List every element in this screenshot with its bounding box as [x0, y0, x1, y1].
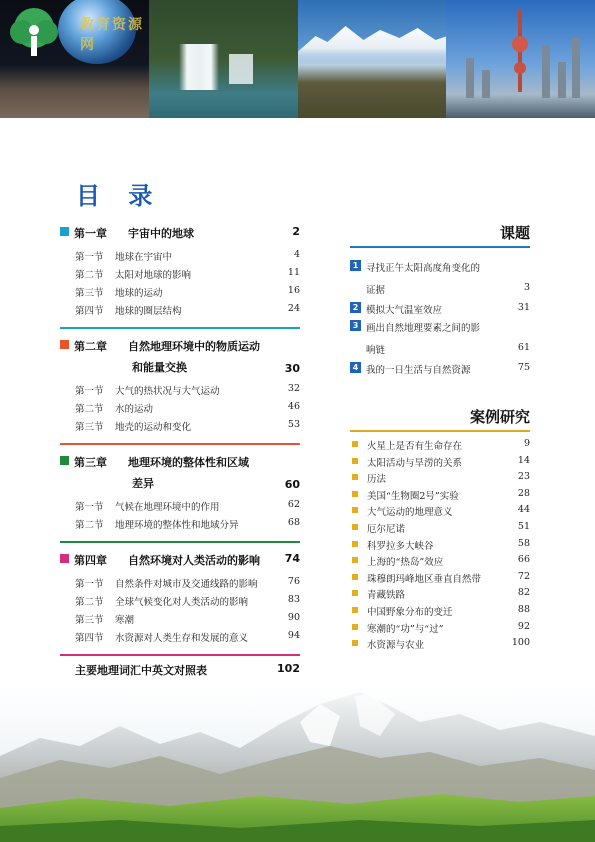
case-entry[interactable]: 美国“生物圈2号”实验 28 — [350, 488, 530, 502]
bullet-square-icon — [352, 441, 358, 447]
snow-mountain-photo — [298, 0, 447, 118]
bullet-square-icon — [352, 590, 358, 596]
topic-number-badge: 2 — [350, 302, 361, 313]
bullet-square-icon — [352, 458, 358, 464]
bullet-square-icon — [352, 491, 358, 497]
section-entry[interactable]: 第二节 全球气候变化对人类活动的影响 83 — [75, 594, 300, 608]
bullet-square-icon — [352, 574, 358, 580]
chapter-1-entry[interactable]: 第一章 宇宙中的地球 2 — [60, 225, 300, 241]
tree-logo-icon — [6, 6, 62, 62]
chapter-2-marker-icon — [60, 340, 69, 349]
bullet-square-icon — [352, 624, 358, 630]
case-entry[interactable]: 青藏铁路 82 — [350, 587, 530, 601]
chapter-4-marker-icon — [60, 554, 69, 563]
chapter-divider — [60, 654, 300, 656]
section-entry[interactable]: 第三节 地壳的运动和变化 53 — [75, 419, 300, 433]
case-studies-heading: 案例研究 — [350, 406, 530, 432]
chapter-4-entry[interactable]: 第四章 自然环境对人类活动的影响 74 — [60, 552, 300, 568]
case-entry[interactable]: 中国野象分布的变迁 88 — [350, 604, 530, 618]
section-entry[interactable]: 第二节 水的运动 46 — [75, 401, 300, 415]
section-entry[interactable]: 第二节 太阳对地球的影响 11 — [75, 267, 300, 281]
watermark-text: 教育资源网 — [80, 17, 144, 53]
section-entry[interactable]: 第一节 大气的热状况与大气运动 32 — [75, 383, 300, 397]
page-title: 目 录 — [76, 182, 163, 210]
chapter-divider — [60, 327, 300, 329]
case-studies-list — [350, 438, 530, 651]
chapter-3-marker-icon — [60, 456, 69, 465]
topic-number-badge: 3 — [350, 320, 361, 331]
glossary-entry[interactable]: 主要地理词汇中英文对照表 102 — [75, 662, 300, 677]
chapter-divider — [60, 541, 300, 543]
topic-entry[interactable]: 1 寻找正午太阳高度角变化的 证据 3 — [350, 260, 530, 296]
bullet-square-icon — [352, 541, 358, 547]
topic-number-badge: 1 — [350, 260, 361, 271]
section-entry[interactable]: 第一节 气候在地理环境中的作用 62 — [75, 499, 300, 513]
bullet-square-icon — [352, 507, 358, 513]
section-entry[interactable]: 第三节 地球的运动 16 — [75, 285, 300, 299]
topic-number-badge: 4 — [350, 362, 361, 373]
case-entry[interactable]: 寒潮的“功”与“过” 92 — [350, 621, 530, 635]
case-entry[interactable]: 珠穆朗玛峰地区垂直自然带 72 — [350, 571, 530, 585]
bullet-square-icon — [352, 607, 358, 613]
case-entry[interactable]: 上海的“热岛”效应 66 — [350, 554, 530, 568]
section-entry[interactable]: 第一节 地球在宇宙中 4 — [75, 249, 300, 263]
section-entry[interactable]: 第三节 寒潮 90 — [75, 612, 300, 626]
section-entry[interactable]: 第四节 地球的圈层结构 24 — [75, 303, 300, 317]
case-entry[interactable]: 科罗拉多大峡谷 58 — [350, 538, 530, 552]
case-entry[interactable]: 厄尔尼诺 51 — [350, 521, 530, 535]
section-entry[interactable]: 第四节 水资源对人类生存和发展的意义 94 — [75, 630, 300, 644]
case-entry[interactable]: 太阳活动与旱涝的关系 14 — [350, 455, 530, 469]
bullet-square-icon — [352, 524, 358, 530]
waterfall-photo — [149, 0, 298, 118]
chapter-1-marker-icon — [60, 227, 69, 236]
chapter-3-entry[interactable]: 第三章 地理环境的整体性和区域 差异 60 — [60, 454, 300, 491]
chapter-2-entry[interactable]: 第二章 自然地理环境中的物质运动 和能量交换 30 — [60, 338, 300, 375]
section-entry[interactable]: 第一节 自然条件对城市及交通线路的影响 76 — [75, 576, 300, 590]
topics-and-cases — [350, 222, 530, 651]
bullet-square-icon — [352, 474, 358, 480]
section-entry[interactable]: 第二节 地理环境的整体性和地域分异 68 — [75, 517, 300, 531]
topic-entry[interactable]: 3 画出自然地理要素之间的影 响链 61 — [350, 320, 530, 356]
case-entry[interactable]: 历法 23 — [350, 471, 530, 485]
case-entry[interactable]: 水资源与农业 100 — [350, 637, 530, 651]
earth-moon-photo — [0, 0, 149, 118]
city-skyline-photo — [446, 0, 595, 118]
topic-entry[interactable]: 4 我的一日生活与自然资源 75 — [350, 362, 530, 376]
chapter-contents — [60, 225, 300, 678]
chapter-divider — [60, 443, 300, 445]
bullet-square-icon — [352, 640, 358, 646]
mountain-illustration — [0, 686, 595, 842]
bullet-square-icon — [352, 557, 358, 563]
topic-entry[interactable]: 2 模拟大气温室效应 31 — [350, 302, 530, 316]
case-entry[interactable]: 火星上是否有生命存在 9 — [350, 438, 530, 452]
topics-heading: 课题 — [350, 222, 530, 248]
header-photo-banner — [0, 0, 595, 118]
case-entry[interactable]: 大气运动的地理意义 44 — [350, 504, 530, 518]
